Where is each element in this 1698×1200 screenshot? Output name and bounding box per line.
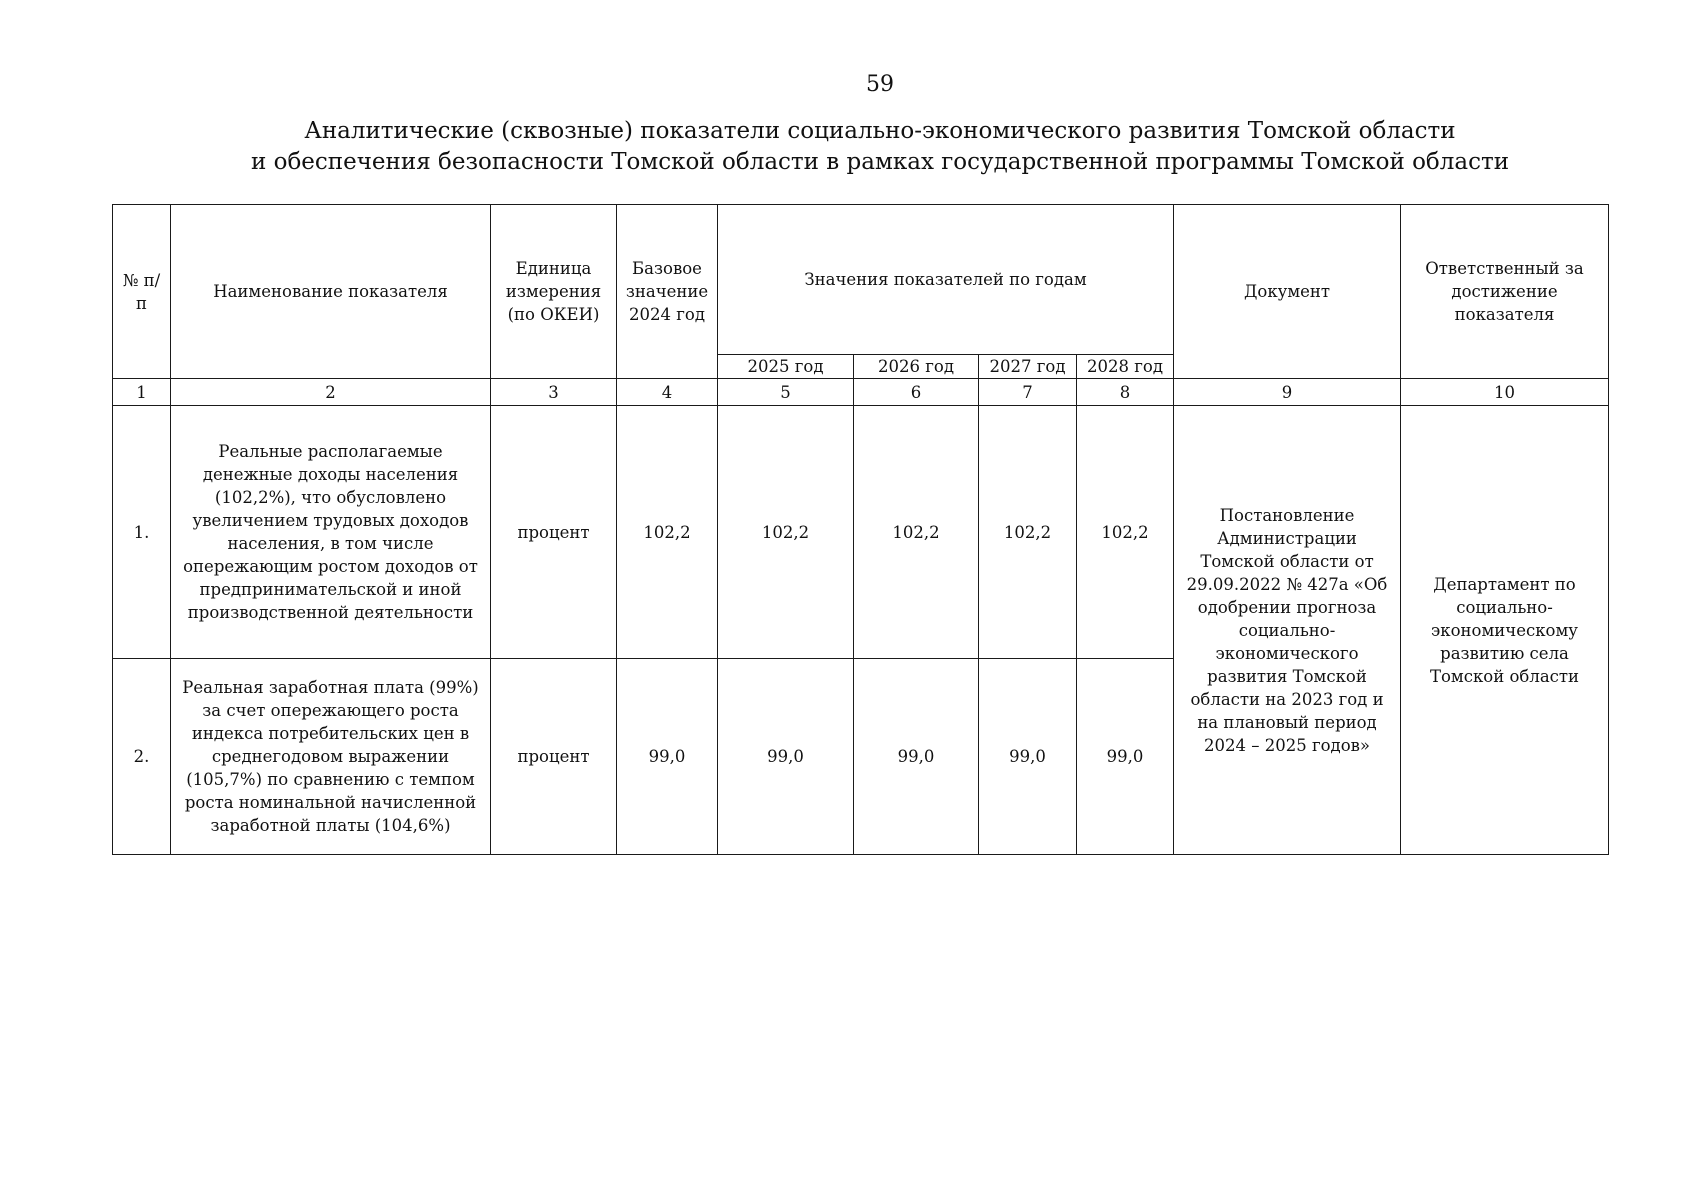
row-value-2027: 99,0 (979, 659, 1077, 855)
row-indicator-name: Реальная заработная плата (99%) за счет опережающего роста индекса потребительских цен в среднегодовом выражении (105,7%) по сравнению с темпом роста номинальной начисленной заработной платы (104,6%) (171, 659, 491, 855)
column-number: 9 (1174, 379, 1401, 406)
column-number: 8 (1077, 379, 1174, 406)
header-unit: Единица измерения (по ОКЕИ) (491, 205, 617, 379)
document-title-line-2: и обеспечения безопасности Томской области в рамках государственной программы Томской области (250, 149, 1510, 175)
indicators-table (112, 204, 1609, 855)
header-num: № п/п (113, 205, 171, 379)
row-base-value: 102,2 (617, 406, 718, 659)
row-value-2026: 102,2 (854, 406, 979, 659)
column-numbers-row (113, 379, 1609, 406)
header-year-2025: 2025 год (718, 355, 854, 379)
column-number: 6 (854, 379, 979, 406)
table-header-row (113, 205, 1609, 355)
row-unit: процент (491, 659, 617, 855)
document-title-line-1: Аналитические (сквозные) показатели социально-экономического развития Томской области (304, 118, 1456, 144)
row-value-2026: 99,0 (854, 659, 979, 855)
row-value-2028: 99,0 (1077, 659, 1174, 855)
column-number: 2 (171, 379, 491, 406)
column-number: 3 (491, 379, 617, 406)
column-number: 4 (617, 379, 718, 406)
row-value-2025: 99,0 (718, 659, 854, 855)
row-num: 2. (113, 659, 171, 855)
row-num: 1. (113, 406, 171, 659)
header-name: Наименование показателя (171, 205, 491, 379)
document-title (0, 116, 1698, 178)
row-indicator-name: Реальные располагаемые денежные доходы населения (102,2%), что обусловлено увеличением трудовых доходов населения, в том числе опережающим ростом доходов от предпринимательской и иной производственной деятельности (171, 406, 491, 659)
column-number: 7 (979, 379, 1077, 406)
document-cell: Постановление Администрации Томской области от 29.09.2022 № 427а «Об одобрении прогноза социально-экономического развития Томской области на 2023 год и на плановый период 2024 – 2025 годов» (1174, 406, 1401, 855)
column-number: 5 (718, 379, 854, 406)
header-years-group: Значения показателей по годам (718, 205, 1174, 355)
header-year-2028: 2028 год (1077, 355, 1174, 379)
header-year-2027: 2027 год (979, 355, 1077, 379)
row-base-value: 99,0 (617, 659, 718, 855)
row-value-2027: 102,2 (979, 406, 1077, 659)
header-year-2026: 2026 год (854, 355, 979, 379)
row-value-2025: 102,2 (718, 406, 854, 659)
header-base: Базовое значение 2024 год (617, 205, 718, 379)
header-responsible: Ответственный за достижение показателя (1401, 205, 1609, 379)
row-value-2028: 102,2 (1077, 406, 1174, 659)
page-number: 59 (866, 72, 894, 97)
header-document: Документ (1174, 205, 1401, 379)
column-number: 10 (1401, 379, 1609, 406)
column-number: 1 (113, 379, 171, 406)
row-unit: процент (491, 406, 617, 659)
table-row (113, 406, 1609, 659)
responsible-cell: Департамент по социально-экономическому развитию села Томской области (1401, 406, 1609, 855)
